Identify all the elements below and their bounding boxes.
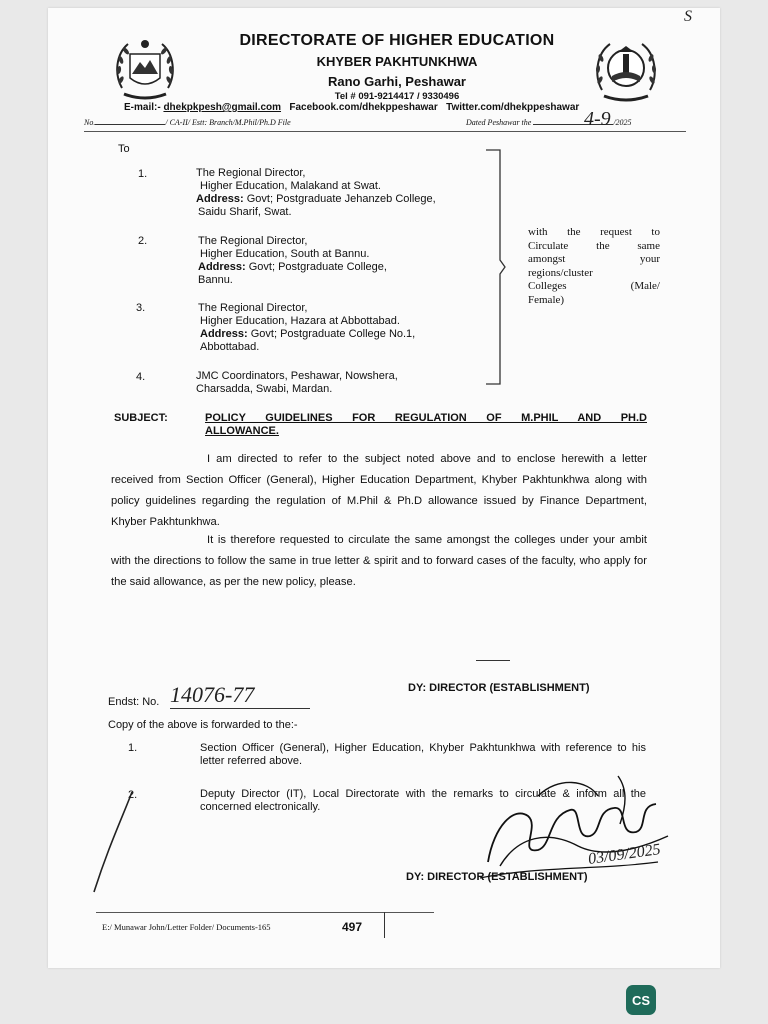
signatory-title: DY: DIRECTOR (ESTABLISHMENT): [406, 871, 588, 883]
address-label: Address:: [200, 328, 248, 340]
dated-label: Dated Peshawar the: [466, 118, 532, 127]
page-number: 497: [342, 920, 363, 934]
bracket-note: [528, 226, 660, 308]
recipient-line: The Regional Director,: [198, 235, 308, 247]
right-bracket-icon: [484, 148, 506, 386]
copy-label: Copy of the above is forwarded to the:-: [108, 719, 298, 731]
letter-page: [48, 8, 720, 968]
handwritten-date: 4-9: [584, 108, 611, 130]
address-label: Address:: [198, 261, 246, 273]
copy-number: 1.: [128, 742, 138, 754]
subject-label: SUBJECT:: [114, 412, 168, 424]
province-name: KHYBER PAKHTUNKHWA: [316, 54, 478, 69]
kp-government-emblem-icon: [112, 36, 178, 106]
copy-item: Deputy Director (IT), Local Directorate with the remarks to circulate & inform all the concerned electronically.: [200, 788, 646, 813]
bracket-note-line: regions/cluster: [528, 266, 593, 279]
address-text: Govt; Postgraduate Jehanzeb College,: [246, 193, 436, 205]
signatory-title: DY: DIRECTOR (ESTABLISHMENT): [408, 682, 590, 694]
to-label: To: [118, 143, 130, 155]
handwritten-stroke-icon: [88, 788, 138, 898]
recipient-number: 1.: [138, 168, 148, 180]
recipient-number: 3.: [136, 302, 146, 314]
recipient-line: Higher Education, Malakand at Swat.: [200, 180, 381, 192]
address-text: Saidu Sharif, Swat.: [198, 206, 292, 218]
recipient-item: [198, 235, 498, 287]
subject-line: POLICY GUIDELINES FOR REGULATION OF M.PHIL AND PH.D: [205, 412, 647, 424]
twitter-link[interactable]: Twitter.com/dhekppeshawar: [446, 102, 580, 113]
signature-date: 03/09/2025: [587, 841, 662, 868]
bracket-note-line: amongst your: [528, 253, 660, 266]
camscanner-badge-icon: [626, 985, 656, 1015]
endst-number: 14076-77: [170, 682, 310, 709]
badge-label: CS: [631, 992, 651, 1008]
recipient-item: [198, 302, 498, 354]
header-divider: [84, 131, 686, 132]
subject-line: ALLOWANCE.: [205, 425, 279, 437]
footer-file-path: E:/ Munawar John/Letter Folder/ Documents-165: [102, 922, 271, 932]
recipient-line: Charsadda, Swabi, Mardan.: [196, 383, 333, 395]
contact-line: [124, 102, 704, 113]
office-location: Rano Garhi, Peshawar: [328, 74, 466, 89]
signature-stroke: [476, 660, 510, 661]
recipient-number: 2.: [138, 235, 148, 247]
address-label: Address:: [196, 193, 244, 205]
recipient-item: [196, 167, 496, 219]
address-text: Govt; Postgraduate College No.1,: [250, 328, 416, 340]
copy-item: Section Officer (General), Higher Education, Khyber Pakhtunkhwa with reference to his letter referred above.: [200, 742, 646, 767]
body-paragraph: I am directed to refer to the subject noted above and to enclose herewith a letter received from Section Officer (General), Higher Education Department, Khyber Pakhtunkhwa along with policy guidelines regarding the regulation of M.Phil & Ph.D allowance issued by Finance Department, Khyber Pakhtunkhwa.: [111, 453, 647, 528]
email-label: E-mail:-: [124, 102, 161, 113]
recipient-line: The Regional Director,: [196, 167, 306, 179]
subject-text: [205, 412, 647, 438]
copy-number: 2.: [128, 789, 138, 801]
ref-file: / CA-II/ Estt: Branch/M.Phil/Ph.D File: [165, 118, 291, 127]
facebook-link[interactable]: Facebook.com/dhekppeshawar: [289, 102, 438, 113]
footer-separator: [384, 912, 385, 938]
recipient-item: [196, 370, 496, 396]
page-title: DIRECTORATE OF HIGHER EDUCATION: [239, 32, 555, 49]
recipient-line: The Regional Director,: [198, 302, 308, 314]
reference-number: [84, 118, 291, 127]
corner-note: S: [684, 8, 692, 25]
signature-icon: [478, 766, 688, 884]
address-text: Govt; Postgraduate College,: [248, 261, 387, 273]
higher-education-emblem-icon: [592, 36, 660, 106]
recipient-line: Higher Education, South at Bannu.: [200, 248, 370, 260]
email-link[interactable]: dhekpkpesh@gmail.com: [163, 102, 282, 113]
telephone: Tel # 091-9214417 / 9330496: [334, 91, 460, 102]
ref-no-label: No.: [84, 118, 96, 127]
bracket-note-line: Colleges (Male/: [528, 280, 660, 293]
recipient-number: 4.: [136, 371, 146, 383]
dated-year: /2025: [613, 118, 632, 127]
endst-label: Endst: No.: [108, 696, 160, 708]
address-text: Abbottabad.: [200, 341, 260, 353]
recipient-line: Higher Education, Hazara at Abbottabad.: [200, 315, 400, 327]
bracket-note-line: Female): [528, 293, 565, 306]
recipient-line: JMC Coordinators, Peshawar, Nowshera,: [196, 370, 398, 382]
body-paragraph: It is therefore requested to circulate the same amongst the colleges under your ambit with the directions to follow the same in true letter & spirit and to forward cases of the faculty, who apply for the said allowance, as per the new policy, please.: [111, 534, 647, 588]
address-text: Bannu.: [198, 274, 233, 286]
bracket-note-line: Circulate the same: [528, 239, 660, 252]
bracket-note-line: with the request to: [528, 226, 660, 238]
